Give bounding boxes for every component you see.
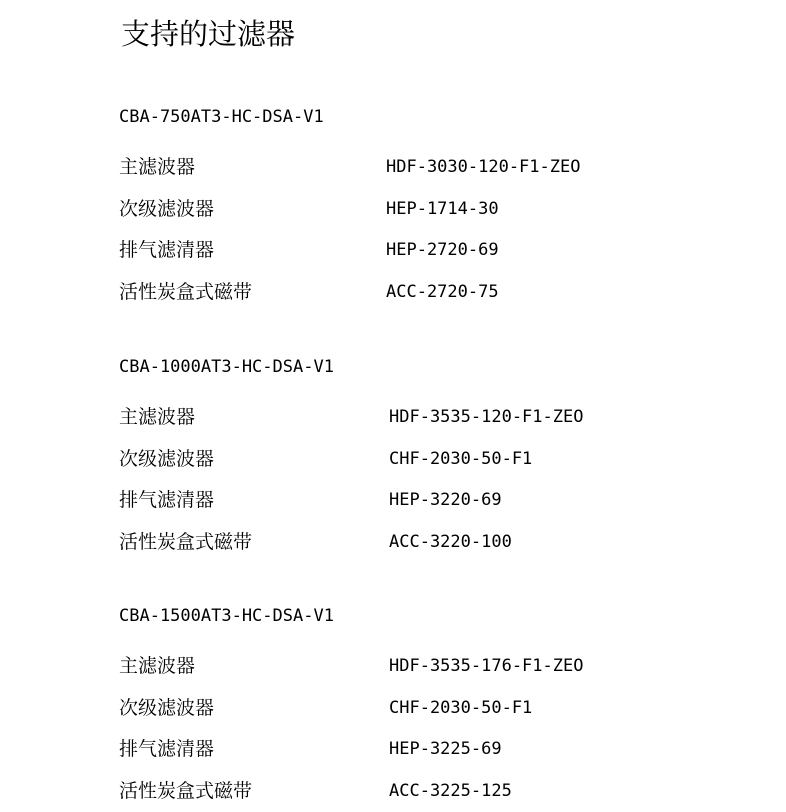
page-title: 支持的过滤器 [121,17,296,51]
filter-part-number: ACC-3220-100 [389,531,512,552]
filter-list [119,397,719,563]
filter-row-carbon [119,522,719,564]
filter-part-number: HEP-2720-69 [386,240,499,261]
filter-part-number: ACC-3225-125 [389,780,512,801]
filter-part-number: HDF-3535-120-F1-ZEO [389,407,584,427]
filter-group-2 [119,355,719,563]
filter-row-secondary [119,439,719,481]
filter-group-1 [119,105,719,313]
filter-row-secondary [119,189,719,231]
filter-type-label: 排气滤清器 [119,738,215,761]
filter-type-label: 活性炭盒式磁带 [119,530,253,553]
filter-list [119,147,719,313]
filter-type-label: 次级滤波器 [119,447,215,470]
filter-row-carbon [119,771,719,812]
filter-row-exhaust [119,230,719,272]
filter-part-number: HEP-3220-69 [389,490,502,511]
filter-part-number: CHF-2030-50-F1 [389,448,533,469]
filter-type-label: 主滤波器 [119,406,196,428]
filter-part-number: HEP-1714-30 [386,198,499,219]
filter-type-label: 主滤波器 [119,655,196,677]
filter-row-primary [119,397,719,439]
model-name: CBA-1000AT3-HC-DSA-V1 [119,357,334,377]
filter-row-secondary [119,688,719,730]
filter-type-label: 排气滤清器 [119,239,215,262]
filter-type-label: 次级滤波器 [119,197,215,220]
filter-type-label: 主滤波器 [119,156,196,178]
filter-group-3 [119,604,719,812]
filter-list [119,646,719,812]
filter-row-exhaust [119,480,719,522]
filter-row-carbon [119,272,719,314]
filter-part-number: HEP-3225-69 [389,739,502,760]
filter-row-exhaust [119,729,719,771]
filter-type-label: 次级滤波器 [119,696,215,719]
model-name: CBA-750AT3-HC-DSA-V1 [119,107,324,127]
filter-row-primary [119,147,719,189]
model-name: CBA-1500AT3-HC-DSA-V1 [119,606,334,626]
filter-row-primary [119,646,719,688]
filter-part-number: ACC-2720-75 [386,281,499,302]
filter-part-number: HDF-3030-120-F1-ZEO [386,157,581,177]
filter-part-number: HDF-3535-176-F1-ZEO [389,656,584,676]
filter-type-label: 排气滤清器 [119,489,215,512]
filter-part-number: CHF-2030-50-F1 [389,697,533,718]
filter-type-label: 活性炭盒式磁带 [119,779,253,802]
filter-type-label: 活性炭盒式磁带 [119,280,253,303]
